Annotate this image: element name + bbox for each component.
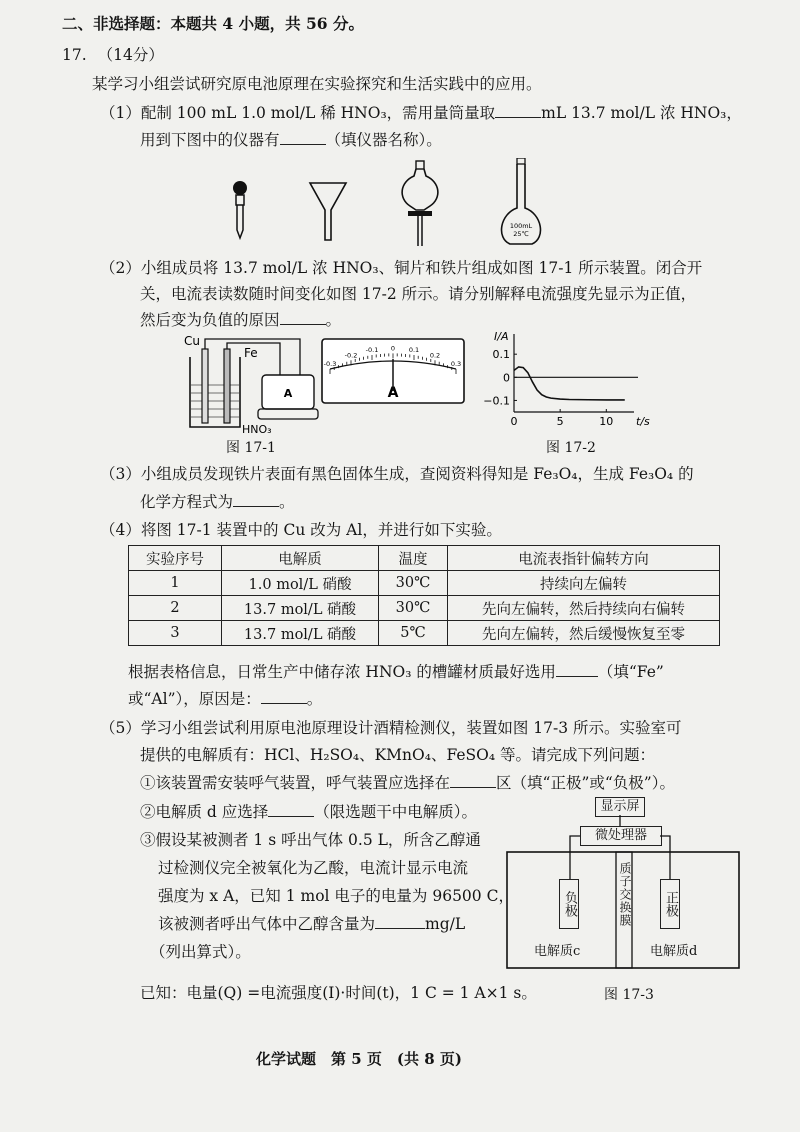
table-cell: 13.7 mol/L 硝酸	[222, 621, 379, 646]
scale-label: 0.1	[408, 346, 420, 355]
scale-label: 0	[390, 344, 396, 353]
fe-label: Fe	[244, 346, 258, 360]
dropper-icon	[233, 181, 247, 238]
period: 。	[306, 690, 323, 708]
part2-line2: 关，电流表读数随时间变化如图 17-2 所示。请分别解释电流强度先显示为正值，	[140, 285, 697, 303]
question-number	[62, 45, 164, 65]
part5-q3-1: ③假设某被测者 1 s 呼出气体 0.5 L，所含乙醇通	[140, 831, 481, 849]
part2-text: 然后变为负值的原因	[140, 311, 280, 329]
electrolyte-d-label: 电解质d	[650, 944, 698, 959]
table-row	[129, 596, 720, 621]
part5-line2: 提供的电解质有：HCl、H₂SO₄、KMnO₄、FeSO₄ 等。请完成下列问题：	[140, 746, 656, 764]
table-cell: 2	[129, 596, 222, 621]
part5-q3-2: 过检测仪完全被氧化为乙酸，电流计显示电流	[158, 859, 469, 877]
part5-q3-3: 强度为 x A，已知 1 mol 电子的电量为 96500 C，	[158, 887, 514, 905]
part5-line1: （5）学习小组尝试利用原电池原理设计酒精检测仪，装置如图 17-3 所示。实验室可	[100, 719, 682, 737]
electrolyte-c-label: 电解质c	[534, 944, 581, 959]
part5-q1	[140, 773, 675, 793]
part5-q1-text-b: 区（填“正极”或“负极”）。	[496, 774, 675, 792]
part3-line1: （3）小组成员发现铁片表面有黑色固体生成，查阅资料得知是 Fe₃O₄，生成 Fe₃O₄ 的	[100, 465, 694, 483]
instruments-figure	[200, 158, 580, 248]
part1-line2	[140, 130, 442, 150]
y-tick-label: 0.1	[492, 348, 510, 362]
figure-17-3-caption: 图 17-3	[604, 987, 654, 1003]
table-header: 电流表指针偏转方向	[448, 546, 720, 571]
part4-after2	[128, 689, 322, 709]
part1-text-d: （填仪器名称）。	[325, 131, 442, 149]
x-axis-label: t/s	[636, 415, 650, 428]
figure-17-2-chart	[480, 330, 660, 436]
table-cell: 30℃	[379, 571, 448, 596]
negative-electrode: 负极	[559, 879, 579, 929]
part4-line1: （4）将图 17-1 装置中的 Cu 改为 Al，并进行如下实验。	[100, 521, 502, 539]
part1-text-c: 用到下图中的仪器有	[140, 131, 280, 149]
table-cell: 先向左偏转，然后持续向右偏转	[448, 596, 720, 621]
table-header: 温度	[379, 546, 448, 571]
y-axis-label: I/A	[494, 330, 509, 343]
scale-label: -0.2	[344, 351, 358, 360]
scale-label: -0.3	[323, 360, 337, 368]
part5-q1-text-a: ①该装置需安装呼气装置，呼气装置应选择在	[140, 774, 451, 792]
separatory-funnel-icon	[402, 161, 438, 246]
figure-17-1-caption: 图 17-1	[226, 440, 276, 456]
part5-q2-text-b: （限选题干中电解质）。	[314, 803, 478, 821]
table-header: 电解质	[222, 546, 379, 571]
experiment-table	[128, 545, 720, 646]
question-intro: 某学习小组尝试研究原电池原理在实验探究和生活实践中的应用。	[92, 75, 542, 93]
processor-box: 微处理器	[580, 826, 662, 846]
table-cell: 先向左偏转，然后缓慢恢复至零	[448, 621, 720, 646]
part5-q2-text-a: ②电解质 d 应选择	[140, 803, 269, 821]
scale-label: -0.1	[365, 346, 379, 355]
answer-blank[interactable]	[233, 492, 279, 507]
volumetric-flask-icon	[502, 158, 541, 244]
ammeter-large-label: A	[387, 385, 399, 401]
series-line	[514, 367, 625, 400]
ammeter-small-label: A	[283, 387, 293, 400]
flask-temp-label: 25℃	[513, 230, 529, 238]
page-footer: 化学试题 第 5 页 (共 8 页)	[256, 1050, 462, 1068]
table-header: 实验序号	[129, 546, 222, 571]
answer-blank[interactable]	[280, 130, 326, 145]
part4-after1	[128, 662, 664, 682]
part5-q2	[140, 802, 477, 822]
table-header-row	[129, 546, 720, 571]
hno3-label: HNO₃	[242, 423, 272, 435]
table-cell: 3	[129, 621, 222, 646]
table-cell: 30℃	[379, 596, 448, 621]
answer-blank[interactable]	[450, 773, 496, 788]
answer-blank[interactable]	[556, 662, 598, 677]
table-cell: 1.0 mol/L 硝酸	[222, 571, 379, 596]
part4-text-a: 根据表格信息，日常生产中储存浓 HNO₃ 的槽罐材质最好选用	[128, 663, 556, 681]
table-cell: 1	[129, 571, 222, 596]
part5-q3-4	[158, 914, 465, 934]
funnel-icon	[310, 183, 346, 240]
question-number-text: 17.	[62, 46, 87, 64]
part5-q3-text: 该被测者呼出气体中乙醇含量为	[158, 915, 376, 933]
positive-electrode: 正极	[660, 879, 680, 929]
answer-blank[interactable]	[495, 103, 541, 118]
part3-line2	[140, 492, 295, 512]
question-score: （14分）	[97, 46, 164, 64]
answer-blank[interactable]	[261, 689, 307, 704]
part1-text-b: mL 13.7 mol/L 浓 HNO₃，	[541, 104, 742, 122]
cu-label: Cu	[184, 335, 200, 348]
proton-exchange-membrane-label: 质子交换膜	[618, 862, 632, 927]
x-tick-label: 10	[599, 415, 614, 428]
y-tick-label: 0	[503, 371, 510, 385]
period: 。	[279, 493, 295, 511]
y-tick-label: −0.1	[483, 394, 510, 408]
table-cell: 5℃	[379, 621, 448, 646]
period: 。	[325, 311, 342, 329]
answer-blank[interactable]	[280, 310, 326, 325]
answer-blank[interactable]	[375, 914, 425, 929]
scale-label: 0.2	[429, 351, 441, 360]
section-header: 二、非选择题：本题共 4 小题，共 56 分。	[62, 14, 364, 33]
part1-text-a: （1）配制 100 mL 1.0 mol/L 稀 HNO₃，需用量筒量取	[100, 104, 496, 122]
table-cell: 持续向左偏转	[448, 571, 720, 596]
part5-q3-5: （列出算式）。	[150, 943, 251, 961]
figure-17-2-caption: 图 17-2	[546, 440, 596, 456]
unit: mg/L	[425, 915, 466, 933]
part1-line1	[100, 103, 742, 123]
x-tick-label: 5	[556, 415, 564, 428]
x-tick-label: 0	[510, 415, 518, 428]
part4-text-b: （填“Fe”	[597, 663, 664, 681]
part4-text-c: 或“Al”），原因是：	[128, 690, 261, 708]
table-row	[129, 571, 720, 596]
figure-17-1	[180, 335, 470, 435]
table-row	[129, 621, 720, 646]
part2-line1: （2）小组成员将 13.7 mol/L 浓 HNO₃、铜片和铁片组成如图 17-1 所示装置。闭合开	[100, 259, 703, 277]
table-cell: 13.7 mol/L 硝酸	[222, 596, 379, 621]
display-screen-box: 显示屏	[595, 797, 645, 817]
answer-blank[interactable]	[268, 802, 314, 817]
flask-volume-label: 100mL	[509, 222, 533, 230]
part5-known: 已知：电量(Q) =电流强度(I)·时间(t)，1 C = 1 A×1 s。	[140, 984, 537, 1002]
scale-label: 0.3	[450, 360, 462, 368]
part2-line3	[140, 310, 341, 330]
part3-text: 化学方程式为	[140, 493, 234, 511]
